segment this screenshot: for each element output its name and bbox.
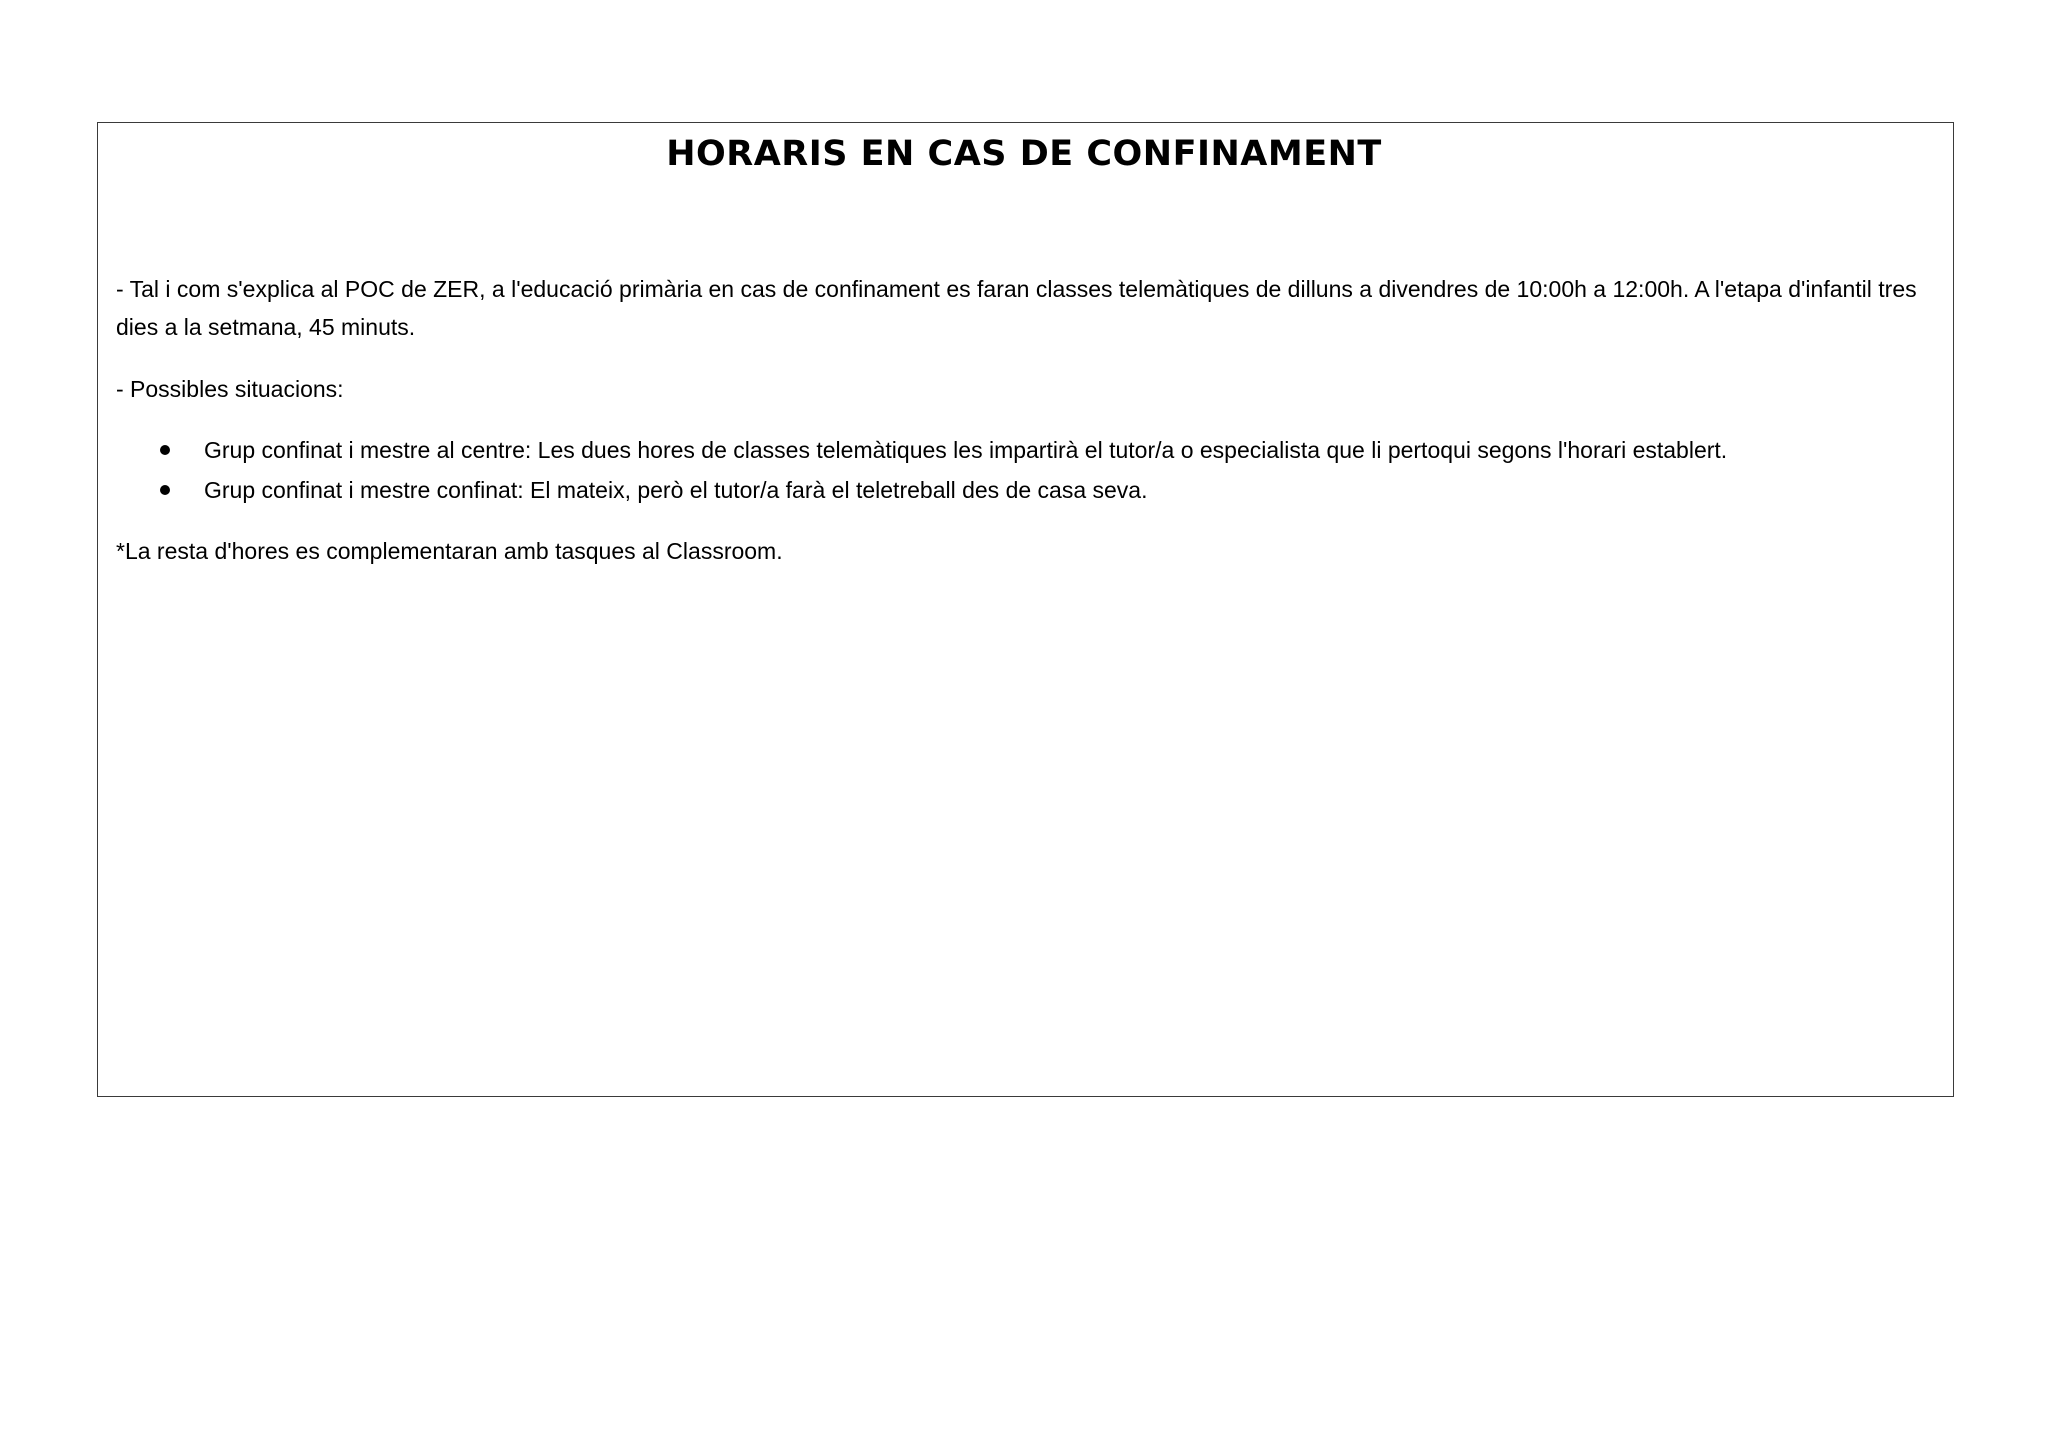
bullet-icon — [160, 445, 170, 455]
document-body — [116, 270, 1946, 570]
note-paragraph: *La resta d'hores es complementaran amb tasques al Classroom. — [116, 538, 783, 564]
list-item-text: Grup confinat i mestre al centre: Les dues hores de classes telemàtiques les impartirà el tutor/a o especialista que li pertoqui segons l'horari establert. — [204, 437, 1728, 463]
list-item — [116, 470, 1946, 510]
situations-list — [116, 430, 1946, 510]
list-item-text: Grup confinat i mestre confinat: El mateix, però el tutor/a farà el teletreball des de casa seva. — [204, 477, 1148, 503]
situations-heading: - Possibles situacions: — [116, 376, 344, 402]
document-frame — [97, 122, 1954, 1097]
bullet-icon — [160, 485, 170, 495]
page-title: HORARIS EN CAS DE CONFINAMENT — [666, 134, 1382, 174]
intro-paragraph: - Tal i com s'explica al POC de ZER, a l'educació primària en cas de confinament es faran classes telemàtiques de dilluns a divendres de 10:00h a 12:00h. A l'etapa d'infantil tres dies a la setmana, 45 minuts. — [116, 276, 1917, 340]
list-item — [116, 430, 1946, 470]
